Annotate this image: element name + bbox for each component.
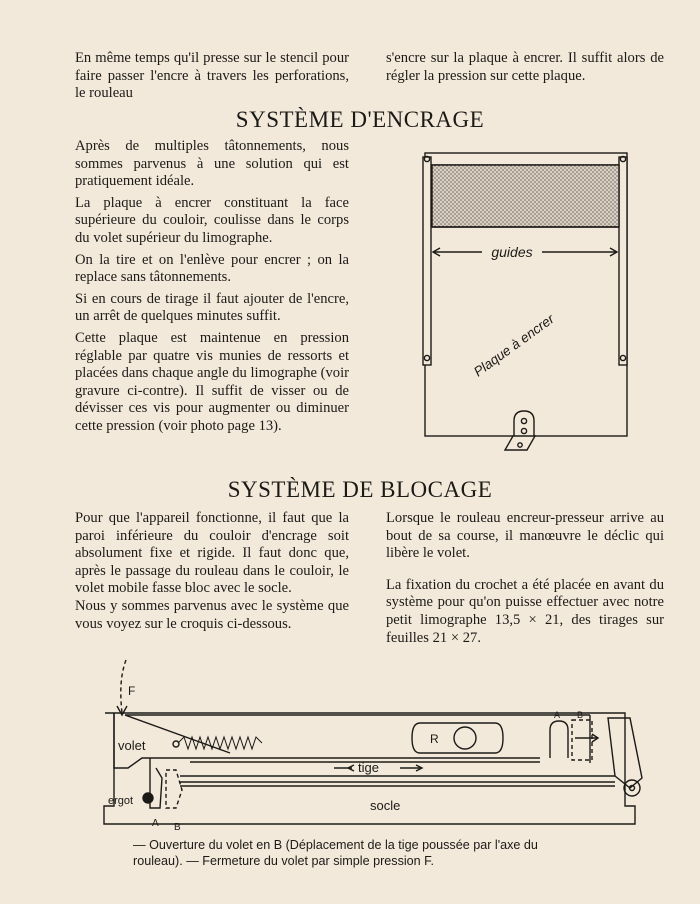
encrage-paragraph-2: La plaque à encrer constituant la face supérieure du couloir, coulisse dans le corps du volet supérieur du limographe.: [75, 194, 349, 246]
heading-systeme-encrage: SYSTÈME D'ENCRAGE: [235, 107, 485, 132]
label-tige: tige: [358, 760, 379, 775]
top-left-paragraph: En même temps qu'il presse sur le stencil pour faire passer l'encre à travers les perforations, le rouleau: [75, 50, 349, 102]
encrage-text-column: [75, 138, 349, 436]
blocage-right-paragraph-2: La fixation du crochet a été placée en avant du système pour qu'on puisse effectuer avec notre petit limographe 13,5 × 21, des tirages sur feuilles 21 × 27.: [386, 576, 664, 646]
ink-plate-shaded: [432, 165, 619, 227]
blocage-left-paragraph-1: Pour que l'appareil fonctionne, il faut que la paroi inférieure du couloir d'encrage soit absolument fixe et rigide. Il faut donc que, après le passage du rouleau dans le couloir, le volet mobile fasse bloc avec le socle.: [75, 510, 349, 597]
top-right-paragraph: s'encre sur la plaque à encrer. Il suffit alors de régler la pression sur cette plaque.: [386, 50, 664, 84]
heading-systeme-blocage: SYSTÈME DE BLOCAGE: [227, 477, 493, 502]
ergot-pin: [143, 793, 153, 803]
label-f: F: [128, 684, 136, 698]
label-b-top: B: [577, 710, 584, 720]
roller-r-housing: [412, 723, 503, 753]
label-guides: guides: [491, 244, 533, 260]
roller-r: [454, 727, 476, 749]
encrage-paragraph-5: Cette plaque est maintenue en pression réglable par quatre vis munies de ressorts et placées dans chaque angle du limographe (voir gravure ci-contre). Il suffit de visser ou de dévisser ces vis pour augmenter ou diminuer cette pression (voir photo page 13).: [75, 329, 349, 434]
diagram-caption: — Ouverture du volet en B (Déplacement de la tige poussée par l'axe du rouleau). — Fermeture du volet par simple pression F.: [133, 838, 538, 868]
pivot-right: [624, 780, 640, 796]
encrage-paragraph-1: Après de multiples tâtonnements, nous sommes parvenus à une solution qui est pratiquement idéale.: [75, 138, 349, 190]
hook-b: [166, 770, 182, 808]
label-socle: socle: [370, 798, 401, 813]
label-b-bottom: B: [174, 822, 181, 833]
label-r: R: [430, 732, 439, 746]
ink-plate-figure: [410, 145, 650, 465]
blocking-system-diagram: [70, 658, 670, 840]
label-volet: volet: [118, 738, 146, 753]
label-ergot: ergot: [108, 795, 134, 807]
label-a-top: A: [554, 710, 561, 720]
blocage-right-column: [386, 510, 664, 647]
blocage-left-column: [75, 510, 349, 633]
right-guide-rail: [619, 157, 627, 365]
encrage-paragraph-4: Si en cours de tirage il faut ajouter de l'encre, un arrêt de quelques minutes suffit.: [75, 290, 349, 325]
blocage-right-paragraph-1: Lorsque le rouleau encreur-presseur arrive au bout de sa course, il manœuvre le déclic qui libère le volet.: [386, 510, 664, 562]
force-f-arrow: [121, 660, 126, 713]
label-a-bottom: A: [152, 818, 159, 829]
encrage-paragraph-3: On la tire et on l'enlève pour encrer ; on la replace sans tâtonnements.: [75, 251, 349, 286]
blocage-left-paragraph-2: Nous y sommes parvenus avec le système que vous voyez sur le croquis ci-dessous.: [75, 597, 349, 632]
left-guide-rail: [423, 157, 431, 365]
label-plaque-a-encrer: Plaque à encrer: [470, 311, 557, 380]
